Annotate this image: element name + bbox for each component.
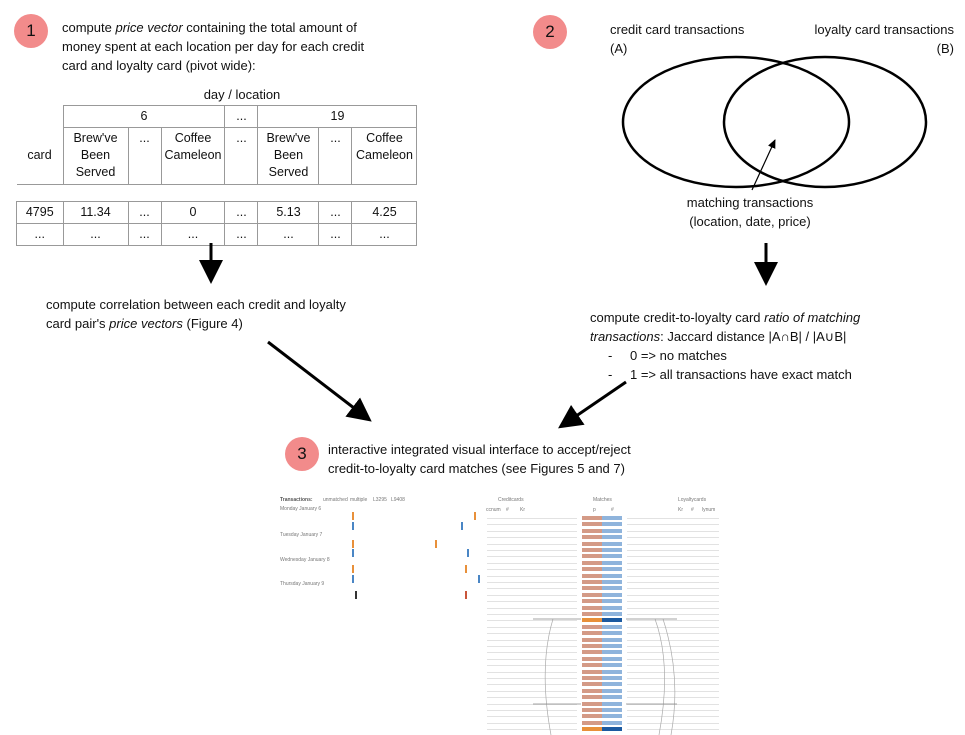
day-19-header: 19 xyxy=(258,106,417,128)
match-col-header: # xyxy=(611,507,614,513)
legend-l3295: L3295 xyxy=(373,497,387,503)
table-cell: 4.25 xyxy=(352,202,417,224)
step2-result-emphasis: transactions xyxy=(590,329,661,344)
table-cell: ... xyxy=(17,224,64,246)
match-col-header: p xyxy=(593,507,596,513)
step1-text-after: containing the total amount of money spent at each location per day for each credit card and loyalty card (pivot wide): xyxy=(62,20,365,73)
day-6-header: 6 xyxy=(63,106,225,128)
table-cell: ... xyxy=(319,224,352,246)
table-cell: 11.34 xyxy=(63,202,128,224)
location-header: Brew've Been Served xyxy=(258,128,319,185)
credit-col-header: # xyxy=(506,507,509,513)
credit-set-letter: (A) xyxy=(610,41,628,56)
step1-to-step3-arrow xyxy=(268,342,367,418)
card-row-header: card xyxy=(27,148,52,163)
table-cell: ... xyxy=(128,202,161,224)
table-cell: ... xyxy=(128,224,161,246)
location-ellipsis: ... xyxy=(225,128,258,185)
bullet-dash: - xyxy=(608,348,613,363)
location-header: Coffee Cameleon xyxy=(352,128,417,185)
transactions-title: Transactions: xyxy=(280,497,313,503)
credit-set-ellipse xyxy=(623,57,849,187)
loyalty-label: loyalty card transactions xyxy=(814,22,954,37)
table-header-label: day / location xyxy=(203,87,281,102)
step1-text-before: compute xyxy=(62,20,116,35)
step1-result-after: (Figure 4) xyxy=(182,316,243,331)
day-label: Monday January 6 xyxy=(280,506,322,512)
table-cell: 4795 xyxy=(17,202,64,224)
step2-badge: 2 xyxy=(533,15,567,49)
loyalty-col-header: lynum xyxy=(702,507,716,513)
step2-result-text: compute credit-to-loyalty card xyxy=(590,310,765,325)
bullet-text: 0 => no matches xyxy=(630,348,727,363)
loyalty-set-ellipse xyxy=(724,57,926,187)
location-header: Brew've Been Served xyxy=(63,128,128,185)
day-label: Tuesday January 7 xyxy=(280,532,323,538)
credit-label: credit card transactions xyxy=(610,22,745,37)
loyaltycards-title: Loyaltycards xyxy=(678,497,707,503)
day-ellipsis: ... xyxy=(225,106,258,128)
legend-l9408: L9408 xyxy=(391,497,405,503)
loyalty-col-header: Kr xyxy=(678,507,683,513)
matching-line1: matching transactions xyxy=(686,195,814,210)
table-cell: ... xyxy=(258,224,319,246)
step1-result-emphasis: price vectors xyxy=(109,316,183,331)
credit-col-header: Kr xyxy=(520,507,525,513)
interface-screenshot xyxy=(275,492,725,735)
loyalty-set-letter: (B) xyxy=(936,41,954,56)
step2-to-step3-arrow xyxy=(563,382,626,425)
table-cell: ... xyxy=(63,224,128,246)
matching-pointer-arrow xyxy=(752,140,775,190)
match-connector-lines xyxy=(275,492,725,735)
table-cell: ... xyxy=(319,202,352,224)
step2-result-emphasis: ratio of matching xyxy=(764,310,861,325)
step3-badge: 3 xyxy=(285,437,319,471)
step1-result-before: compute correlation between each credit and loyalty card pair's xyxy=(46,297,346,331)
loyalty-col-header: # xyxy=(691,507,694,513)
legend-multiple: multiple xyxy=(350,497,368,503)
table-cell: ... xyxy=(225,202,258,224)
legend-unmatched: unmatched xyxy=(323,497,348,503)
step3-line2: credit-to-loyalty card matches (see Figures 5 and 7) xyxy=(328,461,625,476)
matching-line2: (location, date, price) xyxy=(689,214,811,229)
location-ellipsis: ... xyxy=(128,128,161,185)
bullet-text: 1 => all transactions have exact match xyxy=(630,367,852,382)
location-ellipsis: ... xyxy=(319,128,352,185)
step1-badge: 1 xyxy=(14,14,48,48)
table-cell: ... xyxy=(161,224,225,246)
credit-col-header: ccnum xyxy=(486,507,501,513)
table-cell: ... xyxy=(352,224,417,246)
day-label: Thursday January 9 xyxy=(280,581,325,587)
step3-line1: interactive integrated visual interface to accept/reject xyxy=(328,442,631,457)
matches-title: Matches xyxy=(593,497,612,503)
location-header: Coffee Cameleon xyxy=(161,128,225,185)
table-cell: 5.13 xyxy=(258,202,319,224)
creditcards-title: Creditcards xyxy=(498,497,524,503)
bullet-dash: - xyxy=(608,367,613,382)
day-label: Wednesday January 8 xyxy=(280,557,330,563)
table-cell: 0 xyxy=(161,202,225,224)
step2-jaccard-text: : Jaccard distance |A∩B| / |A∪B| xyxy=(660,329,847,344)
table-cell: ... xyxy=(225,224,258,246)
step1-text-emphasis: price vector xyxy=(115,20,183,35)
